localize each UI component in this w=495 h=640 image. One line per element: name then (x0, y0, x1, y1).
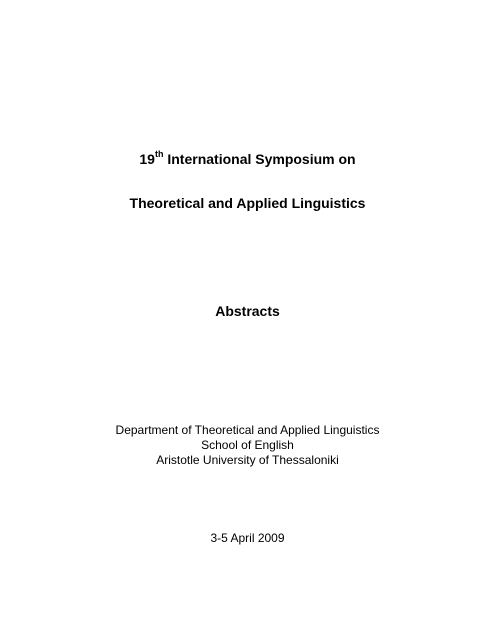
university-name: Aristotle University of Thessaloniki (156, 453, 339, 467)
title-line-1 (0, 151, 495, 167)
event-dates: 3-5 April 2009 (210, 531, 285, 545)
subtitle-abstracts: Abstracts (215, 303, 280, 319)
department-name: Department of Theoretical and Applied Linguistics (115, 423, 380, 437)
school-name: School of English (201, 438, 294, 452)
ordinal-suffix: th (154, 149, 164, 160)
title-line-1-text: International Symposium on (163, 151, 356, 167)
title-line-2: Theoretical and Applied Linguistics (129, 195, 366, 211)
ordinal-number: 19 (139, 151, 155, 167)
